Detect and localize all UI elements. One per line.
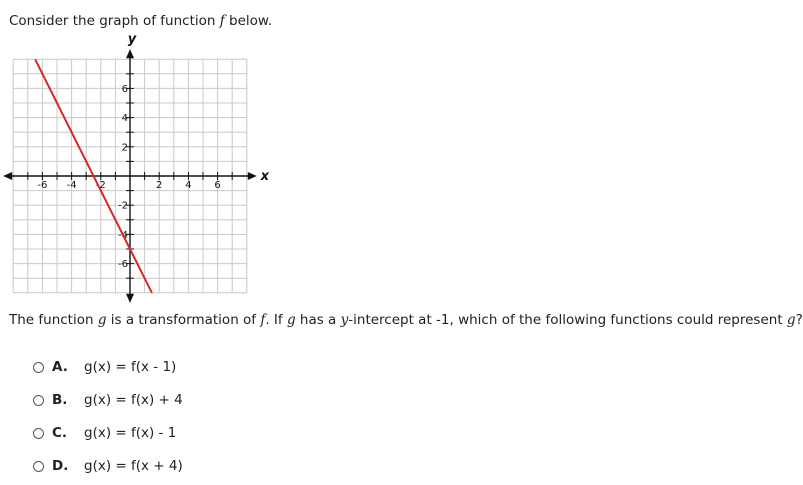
x-tick-label: -6 [37, 180, 48, 191]
y-axis-label: y [127, 32, 137, 48]
radio-a[interactable] [33, 362, 44, 373]
choice-expression: g(x) = f(x) - 1 [84, 425, 177, 441]
x-axis-label: x [260, 169, 269, 184]
y-tick-label: 2 [121, 142, 128, 154]
y-tick-label: -6 [118, 259, 128, 271]
choice-a[interactable] [33, 356, 176, 378]
y-tick-label: 4 [121, 113, 128, 125]
x-arrow-left [3, 172, 12, 180]
choice-expression: g(x) = f(x + 4) [84, 458, 183, 474]
choice-letter: A. [52, 359, 68, 375]
choice-d[interactable] [33, 455, 183, 477]
choice-letter: D. [52, 458, 69, 474]
intro-text: Consider the graph of function f below. [9, 13, 273, 29]
choice-c[interactable] [33, 422, 176, 444]
x-tick-label: 4 [185, 180, 192, 191]
x-tick-label: -2 [95, 180, 106, 191]
question-text: The function g is a transformation of f. If g has a y-intercept at -1, which of the following functions could represent g? [9, 312, 803, 328]
radio-c[interactable] [33, 428, 44, 439]
choice-expression: g(x) = f(x - 1) [84, 359, 177, 375]
y-tick-label: -4 [118, 229, 128, 241]
y-tick-label: 6 [121, 83, 128, 95]
x-arrow-right [248, 172, 257, 180]
radio-d[interactable] [33, 461, 44, 472]
y-tick-label: -2 [118, 200, 128, 212]
choice-letter: C. [52, 425, 68, 441]
x-tick-label: 6 [214, 180, 221, 191]
x-tick-label: -4 [66, 180, 77, 191]
axes [3, 49, 257, 303]
choice-letter: B. [52, 392, 68, 408]
choice-b[interactable] [33, 389, 183, 411]
y-arrow-up [126, 49, 134, 58]
radio-b[interactable] [33, 395, 44, 406]
choice-expression: g(x) = f(x) + 4 [84, 392, 183, 408]
y-arrow-down [126, 294, 134, 303]
x-tick-label: 2 [156, 180, 163, 191]
